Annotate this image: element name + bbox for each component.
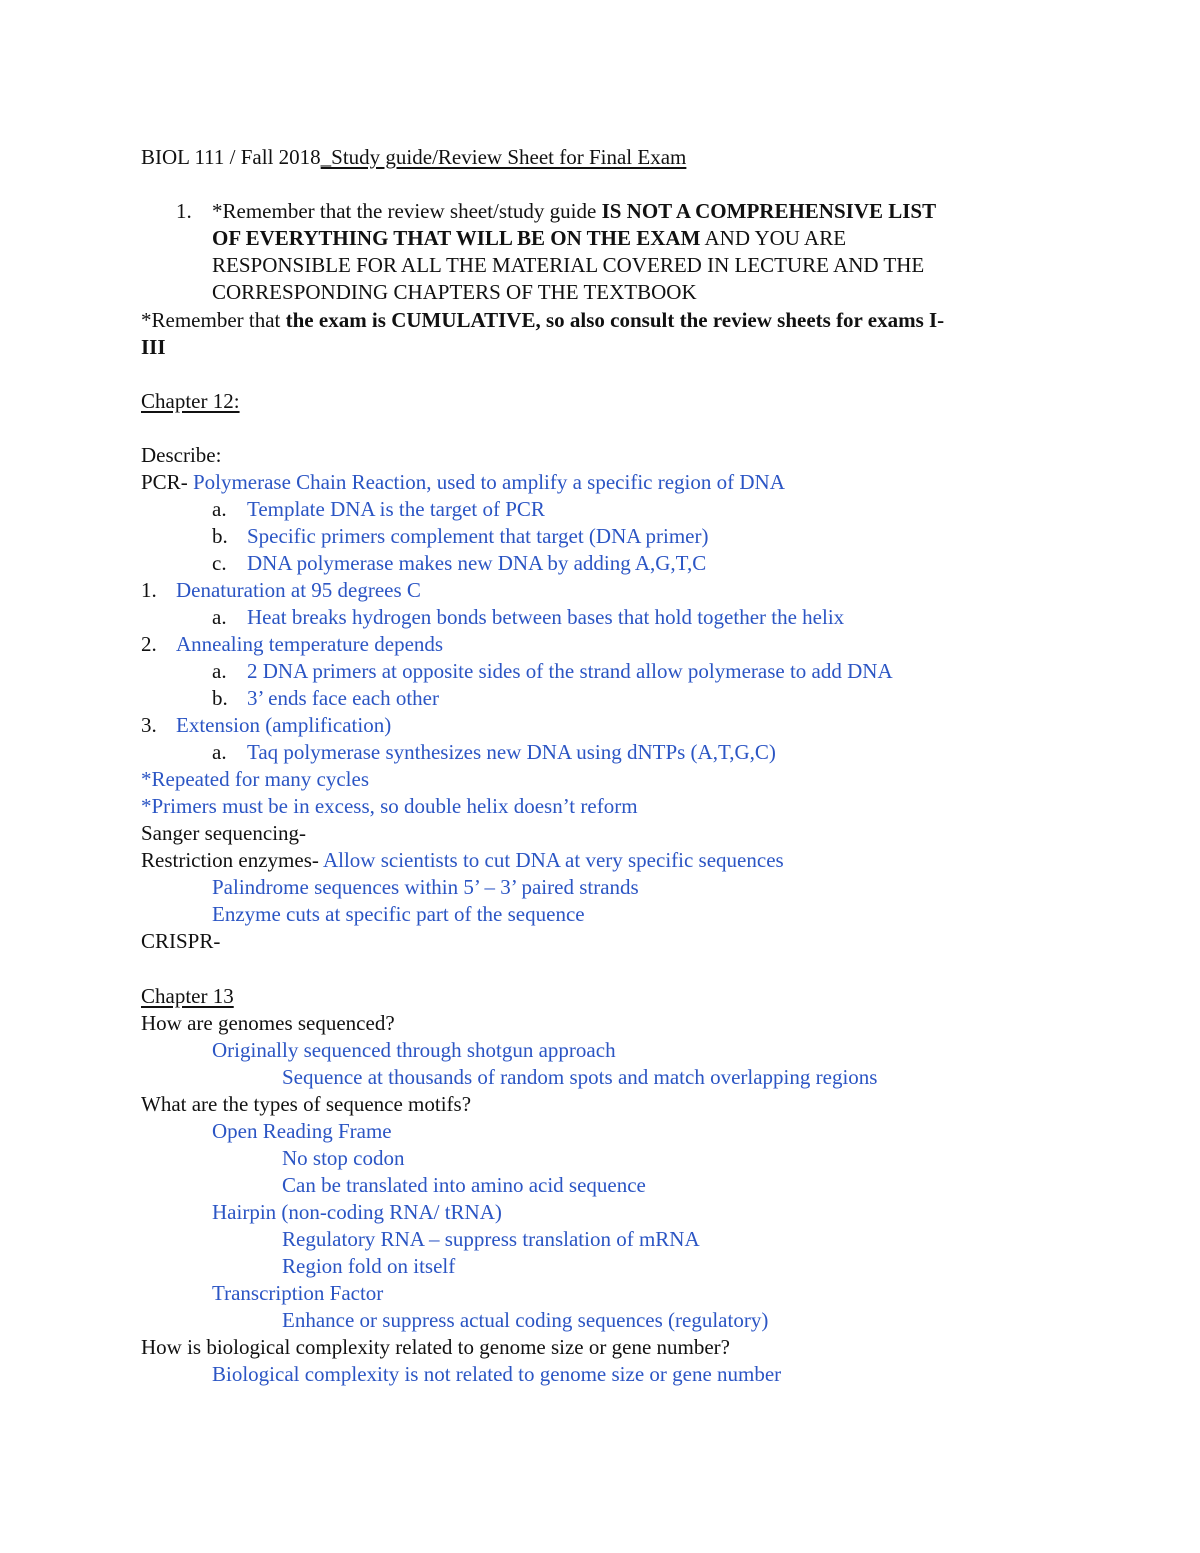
list-marker: c. [212,551,227,575]
motif-transcription-factor: Transcription Factor [212,1281,384,1305]
list-marker: a. [212,659,227,683]
document-header [141,144,686,170]
pcr-step-1: Denaturation at 95 degrees C [176,578,421,602]
pcr-point-b: Specific primers complement that target (DNA primer) [247,524,709,548]
restriction-definition: Allow scientists to cut DNA at very specific sequences [322,848,784,872]
course-label: BIOL 111 / Fall 2018 [141,145,321,169]
motif-orf: Open Reading Frame [212,1119,392,1143]
answer-1-detail: Sequence at thousands of random spots and match overlapping regions [282,1065,878,1089]
list-marker: a. [212,605,227,629]
cumulative-line-2: III [141,335,166,359]
restriction-line [141,847,784,873]
list-marker: 3. [141,713,157,737]
question-2: What are the types of sequence motifs? [141,1092,472,1116]
reminder-text: *Remember that the review sheet/study guide [212,199,602,223]
cumulative-text: *Remember that [141,308,286,332]
reminder-bold-2: OF EVERYTHING THAT WILL BE ON THE EXAM [212,226,701,250]
list-marker: b. [212,524,228,548]
reminder-number: 1. [176,199,192,223]
pcr-point-c: DNA polymerase makes new DNA by adding A,G,T,C [247,551,707,575]
pcr-step-2-a: 2 DNA primers at opposite sides of the strand allow polymerase to add DNA [247,659,893,683]
reminder-line-4: CORRESPONDING CHAPTERS OF THE TEXTBOOK [212,280,697,304]
motif-hairpin: Hairpin (non-coding RNA/ tRNA) [212,1200,502,1224]
pcr-step-2: Annealing temperature depends [176,632,444,656]
list-marker: b. [212,686,228,710]
crispr-label: CRISPR- [141,929,221,953]
motif-hairpin-detail-1: Regulatory RNA – suppress translation of mRNA [282,1227,700,1251]
pcr-step-3: Extension (amplification) [176,713,392,737]
pcr-step-3-a: Taq polymerase synthesizes new DNA using dNTPs (A,T,G,C) [247,740,776,764]
document-title: _Study guide/Review Sheet for Final Exam [320,145,687,169]
reminder-text-2: AND YOU ARE [700,226,847,250]
reminder-line-1 [212,198,936,224]
chapter-12-heading: Chapter 12: [141,389,240,413]
restriction-point-1: Palindrome sequences within 5’ – 3’ paired strands [212,875,639,899]
motif-orf-detail-1: No stop codon [282,1146,405,1170]
sanger-label: Sanger sequencing- [141,821,307,845]
list-marker: 1. [141,578,157,602]
answer-1: Originally sequenced through shotgun approach [212,1038,616,1062]
question-3: How is biological complexity related to genome size or gene number? [141,1335,730,1359]
pcr-note-1: *Repeated for many cycles [141,767,369,791]
list-marker: a. [212,740,227,764]
pcr-step-1-a: Heat breaks hydrogen bonds between bases that hold together the helix [247,605,845,629]
pcr-line [141,469,785,495]
reminder-bold: IS NOT A COMPREHENSIVE LIST [601,199,937,223]
motif-tf-detail: Enhance or suppress actual coding sequences (regulatory) [282,1308,769,1332]
pcr-step-2-b: 3’ ends face each other [247,686,439,710]
describe-label: Describe: [141,443,222,467]
pcr-definition: Polymerase Chain Reaction, used to amplify a specific region of DNA [192,470,785,494]
question-1: How are genomes sequenced? [141,1011,395,1035]
answer-3: Biological complexity is not related to genome size or gene number [212,1362,782,1386]
list-marker: a. [212,497,227,521]
restriction-label: Restriction enzymes- [141,848,323,872]
reminder-line-3: RESPONSIBLE FOR ALL THE MATERIAL COVERED IN LECTURE AND THE [212,253,925,277]
motif-orf-detail-2: Can be translated into amino acid sequence [282,1173,646,1197]
cumulative-bold: the exam is CUMULATIVE, so also consult the review sheets for exams I- [285,308,945,332]
chapter-13-heading: Chapter 13 [141,984,234,1008]
list-marker: 2. [141,632,157,656]
restriction-point-2: Enzyme cuts at specific part of the sequence [212,902,585,926]
motif-hairpin-detail-2: Region fold on itself [282,1254,456,1278]
cumulative-line-1 [141,307,944,333]
pcr-point-a: Template DNA is the target of PCR [247,497,545,521]
pcr-note-2: *Primers must be in excess, so double helix doesn’t reform [141,794,638,818]
reminder-line-2 [212,225,846,251]
pcr-label: PCR- [141,470,193,494]
